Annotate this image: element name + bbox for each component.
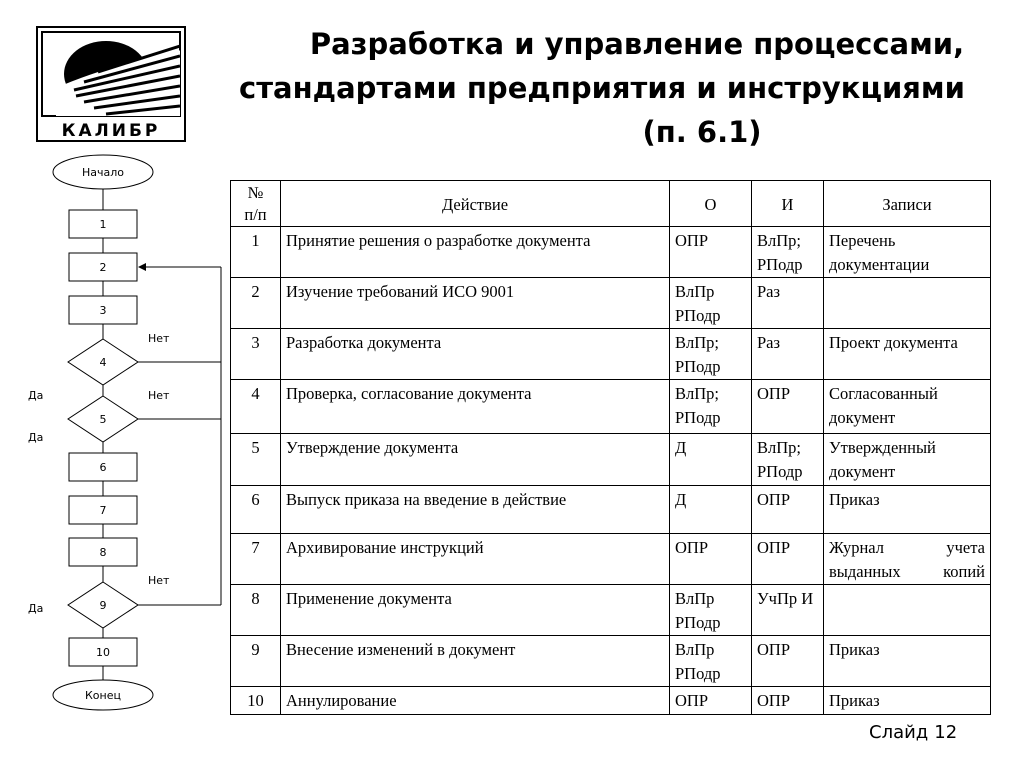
header-i: И xyxy=(752,181,824,227)
svg-text:4: 4 xyxy=(99,356,107,369)
flow-step-10 xyxy=(69,638,137,666)
flow-decision-4 xyxy=(68,339,138,385)
header-o: О xyxy=(670,181,752,227)
table-row: 7 Архивирование инструкций ОПР ОПР Журнал учета выданных копий xyxy=(231,534,991,585)
slide-number-value: 12 xyxy=(934,722,958,743)
kalibr-logo xyxy=(36,26,186,142)
table-header-row xyxy=(231,181,991,227)
flow-no-label-4: Нет xyxy=(148,332,170,345)
flow-yes-label-5: Да xyxy=(28,431,44,444)
flow-end-terminator xyxy=(53,680,153,710)
svg-text:8: 8 xyxy=(99,546,107,559)
flow-step-6 xyxy=(69,453,137,481)
table-row: 4 Проверка, согласование документа ВлПр; РПодр ОПР Согласованный документ xyxy=(231,380,991,434)
flow-step-1 xyxy=(69,210,137,238)
slide-label: Слайд xyxy=(869,722,929,743)
svg-text:3: 3 xyxy=(99,304,107,317)
flow-start-label: Начало xyxy=(81,166,125,179)
slide-title xyxy=(222,22,982,154)
table-row: 9 Внесение изменений в документ ВлПр РПодр ОПР Приказ xyxy=(231,636,991,687)
flow-start-terminator xyxy=(53,155,153,189)
table-row: 8 Применение документа ВлПр РПодр УчПр И xyxy=(231,585,991,636)
flow-step-7 xyxy=(69,496,137,524)
svg-text:5: 5 xyxy=(99,413,107,426)
table-row: 2 Изучение требований ИСО 9001 ВлПр РПодр Раз xyxy=(231,278,991,329)
title-line-2: стандартами предприятия и инструкциями xyxy=(239,71,965,105)
svg-text:10: 10 xyxy=(96,646,110,659)
title-line-1: Разработка и управление процессами, xyxy=(309,27,965,61)
flow-yes-label-4: Да xyxy=(28,389,44,402)
table-row: 10 Аннулирование ОПР ОПР Приказ xyxy=(231,687,991,715)
header-action: Действие xyxy=(281,181,670,227)
flow-no-label-5: Нет xyxy=(148,389,170,402)
svg-text:1: 1 xyxy=(99,218,107,231)
flow-step-2 xyxy=(69,253,137,281)
flow-end-label: Конец xyxy=(85,689,121,702)
flow-loop-lines xyxy=(138,267,221,605)
slide-number xyxy=(869,722,957,743)
table-row: 1 Принятие решения о разработке документа ОПР ВлПр; РПодр Перечень документации xyxy=(231,227,991,278)
svg-text:9: 9 xyxy=(99,599,107,612)
flow-no-label-9: Нет xyxy=(148,574,170,587)
title-line-3: (п. 6.1) xyxy=(642,115,762,149)
flow-decision-9 xyxy=(68,582,138,628)
process-table xyxy=(230,180,991,715)
flow-decision-5 xyxy=(68,396,138,442)
flow-yes-label-9: Да xyxy=(28,602,44,615)
flow-step-3 xyxy=(69,296,137,324)
header-number: № п/п xyxy=(231,181,281,227)
svg-text:7: 7 xyxy=(99,504,107,517)
svg-text:6: 6 xyxy=(99,461,107,474)
table-row: 3 Разработка документа ВлПр; РПодр Раз Проект документа xyxy=(231,329,991,380)
table-row: 5 Утверждение документа Д ВлПр; РПодр Утвержденный документ xyxy=(231,434,991,486)
table-row: 6 Выпуск приказа на введение в действие Д ОПР Приказ xyxy=(231,486,991,534)
flow-step-8 xyxy=(69,538,137,566)
logo-text: КАЛИБР xyxy=(61,121,161,141)
header-records: Записи xyxy=(824,181,991,227)
svg-text:2: 2 xyxy=(99,261,107,274)
process-flowchart xyxy=(0,150,230,720)
